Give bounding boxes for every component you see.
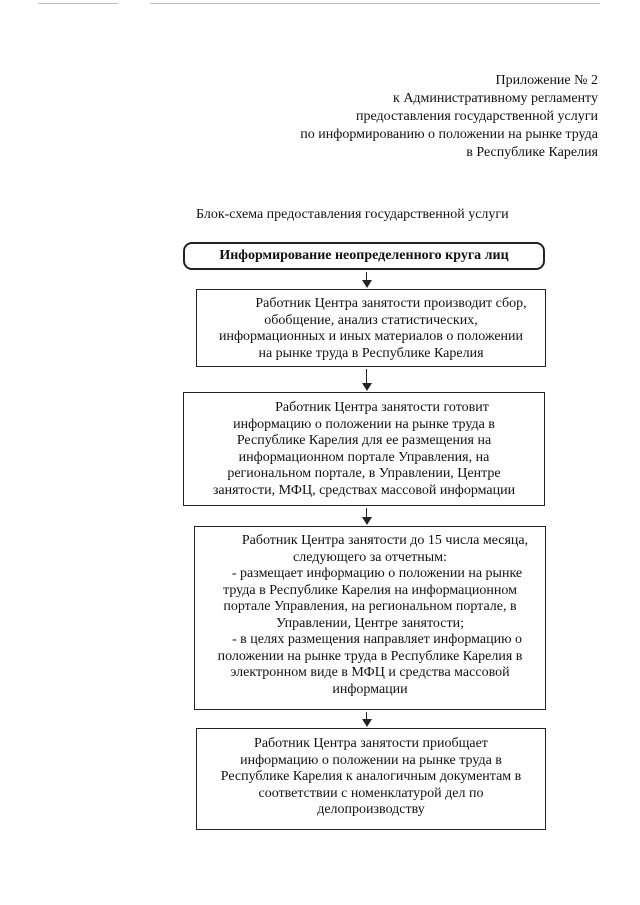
step-line: Работник Центра занятости до 15 числа месяца, [241,533,529,548]
step-box-collect [196,289,546,367]
appendix-header [238,72,598,162]
step-line: труда в Республике Карелия на информационном [223,582,517,598]
step-line: следующего за отчетным: [293,549,447,565]
step-line: на рынке труда в Республике Карелия [258,345,484,361]
step-line: - в целях размещения направляет информацию о [231,632,523,647]
step-line: Работник Центра занятости готовит [275,400,489,415]
step-line: Республике Карелия для ее размещения на [236,433,492,448]
step-line: Управлении, Центре занятости; [276,615,464,631]
step-line: информационном портале Управления, на [238,449,490,465]
step-box-prepare [183,392,545,506]
flow-arrow [361,712,373,727]
step-line: информационных и иных материалов о положении [218,329,524,344]
step-line: информацию о положении на рынке труда в [233,416,495,432]
step-box-archive [196,728,546,830]
start-node [183,242,545,270]
flow-arrow [361,272,373,288]
start-node-label: Информирование неопределенного круга лиц [219,247,509,263]
appendix-line: к Административному регламенту [393,91,598,106]
flow-arrow [361,508,373,525]
flow-arrow [361,369,373,391]
step-line: делопроизводству [317,802,425,817]
step-line: информацию о положении на рынке труда в [240,752,502,768]
step-line: портале Управления, на региональном портале, в [223,599,517,614]
step-line: - размещает информацию о положении на рынке [231,566,523,581]
appendix-line: Приложение № 2 [495,73,598,88]
scan-edge-line [38,3,118,4]
step-line: соответствии с номенклатурой дел по [258,785,484,801]
scan-edge-line [150,3,600,4]
step-line: занятости, МФЦ, средствах массовой информации [212,482,516,498]
step-line: электронном виде в МФЦ и средства массовой [230,665,510,680]
appendix-line: в Республике Карелия [466,145,598,160]
step-line: региональном портале, в Управлении, Центре [227,466,501,481]
appendix-line: предоставления государственной услуги [356,109,598,124]
step-box-publish [194,526,546,710]
step-line: Республике Карелия к аналогичным документам в [220,769,522,784]
step-line: обобщение, анализ статистических, [264,312,478,328]
appendix-line: по информированию о положении на рынке труда [300,127,598,142]
scheme-title: Блок-схема предоставления государственной услуги [196,207,509,222]
step-line: информации [332,681,408,697]
step-line: положении на рынке труда в Республике Карелия в [217,648,523,664]
step-line: Работник Центра занятости производит сбор, [255,296,527,311]
step-line: Работник Центра занятости приобщает [254,736,488,751]
